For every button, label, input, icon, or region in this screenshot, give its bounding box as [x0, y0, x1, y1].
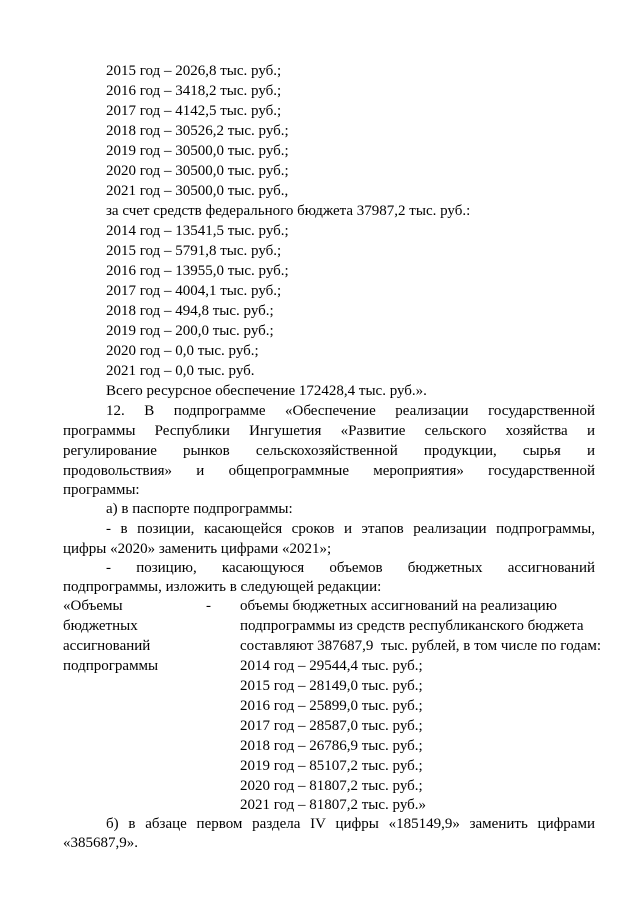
funding-line: 2019 год – 30500,0 тыс. руб.;	[106, 143, 289, 159]
funding-line: 2018 год – 30526,2 тыс. руб.;	[106, 123, 289, 139]
paragraph-12-line: 12. В подпрограмме «Обеспечение реализации государственной	[106, 403, 595, 419]
funding-line: 2018 год – 494,8 тыс. руб.;	[106, 303, 274, 319]
item-b-line: «385687,9».	[63, 835, 138, 851]
table-left-cell: подпрограммы	[63, 658, 159, 674]
table-left-cell: бюджетных	[63, 618, 138, 634]
funding-line: 2016 год – 3418,2 тыс. руб.;	[106, 83, 282, 99]
funding-line: 2015 год – 2026,8 тыс. руб.;	[106, 63, 282, 79]
funding-line: 2017 год – 4004,1 тыс. руб.;	[106, 283, 282, 299]
funding-line: 2016 год – 13955,0 тыс. руб.;	[106, 263, 289, 279]
dash-item-2-line: подпрограммы, изложить в следующей редакции:	[63, 579, 382, 595]
table-right-cell: 2015 год – 28149,0 тыс. руб.;	[240, 678, 423, 694]
funding-line: 2021 год – 30500,0 тыс. руб.,	[106, 183, 289, 199]
table-right-cell: объемы бюджетных ассигнований на реализацию	[240, 598, 557, 614]
table-right-cell: составляют 387687,9 тыс. рублей, в том числе по годам:	[240, 638, 602, 654]
paragraph-12-line: регулирование рынков сельскохозяйственной продукции, сырья и	[63, 443, 595, 459]
table-right-cell: 2020 год – 81807,2 тыс. руб.;	[240, 778, 423, 794]
table-right-cell: 2017 год – 28587,0 тыс. руб.;	[240, 718, 423, 734]
funding-line: 2021 год – 0,0 тыс. руб.	[106, 363, 255, 379]
dash-item-1-line: цифры «2020» заменить цифрами «2021»;	[63, 541, 332, 557]
funding-line: 2019 год – 200,0 тыс. руб.;	[106, 323, 274, 339]
paragraph-12-line: программы:	[63, 482, 140, 498]
paragraph-12-line: продовольствия» и общепрограммные мероприятия» государственной	[63, 463, 595, 479]
paragraph-12-line: программы Республики Ингушетия «Развитие сельского хозяйства и	[63, 423, 595, 439]
table-right-cell: 2021 год – 81807,2 тыс. руб.»	[240, 797, 427, 813]
total-funding-line: Всего ресурсное обеспечение 172428,4 тыс. руб.».	[106, 383, 427, 399]
table-left-cell: «Объемы	[63, 598, 123, 614]
federal-budget-line: за счет средств федерального бюджета 37987,2 тыс. руб.:	[106, 203, 471, 219]
table-right-cell: 2016 год – 25899,0 тыс. руб.;	[240, 698, 423, 714]
dash-item-1-line: - в позиции, касающейся сроков и этапов реализации подпрограммы,	[106, 521, 595, 537]
table-right-cell: 2018 год – 26786,9 тыс. руб.;	[240, 738, 423, 754]
table-dash: -	[206, 598, 211, 614]
funding-line: 2014 год – 13541,5 тыс. руб.;	[106, 223, 289, 239]
funding-line: 2020 год – 30500,0 тыс. руб.;	[106, 163, 289, 179]
funding-line: 2020 год – 0,0 тыс. руб.;	[106, 343, 259, 359]
table-right-cell: подпрограммы из средств республиканского бюджета	[240, 618, 584, 634]
table-right-cell: 2019 год – 85107,2 тыс. руб.;	[240, 758, 423, 774]
item-a: а) в паспорте подпрограммы:	[106, 501, 293, 517]
funding-line: 2015 год – 5791,8 тыс. руб.;	[106, 243, 282, 259]
dash-item-2-line: - позицию, касающуюся объемов бюджетных ассигнований	[106, 560, 595, 576]
item-b-line: б) в абзаце первом раздела IV цифры «185149,9» заменить цифрами	[106, 816, 595, 832]
table-right-cell: 2014 год – 29544,4 тыс. руб.;	[240, 658, 423, 674]
funding-line: 2017 год – 4142,5 тыс. руб.;	[106, 103, 282, 119]
table-left-cell: ассигнований	[63, 638, 151, 654]
